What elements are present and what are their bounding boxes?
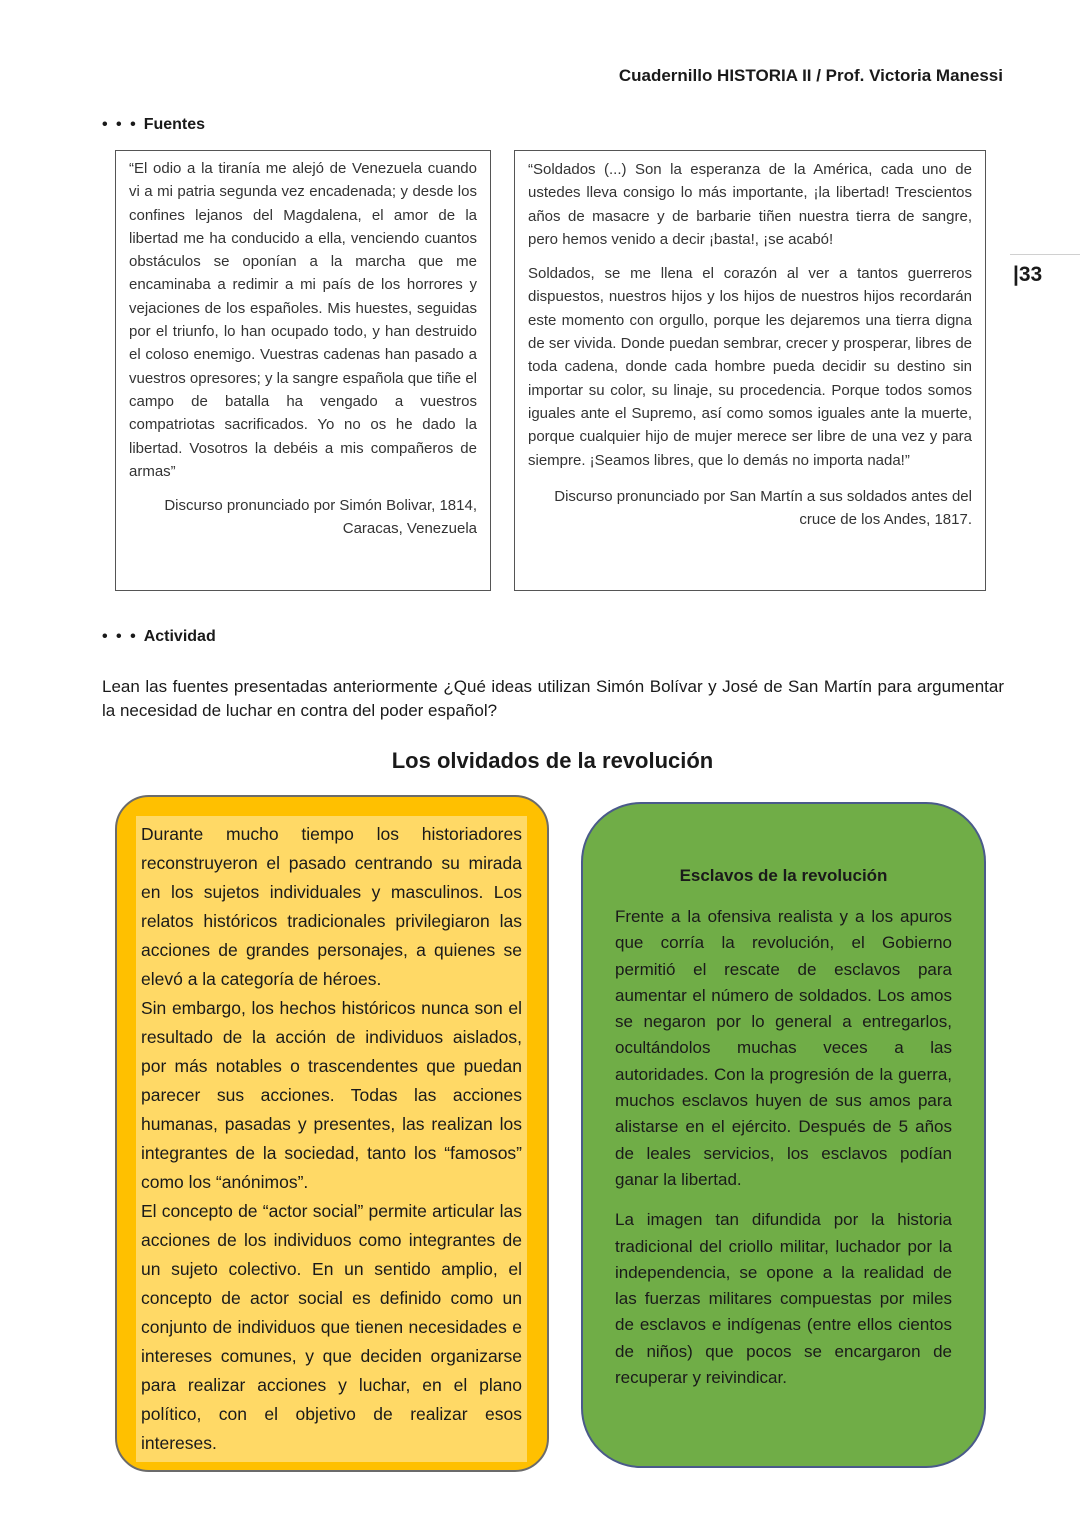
yellow-paragraph-3: El concepto de “actor social” permite articular las acciones de los individuos como integrantes de un sujeto colectivo. En un sentido amplio, el concepto de actor social es definido como un conjunto de individuos que tienen necesidades e intereses comunes, y que deciden organizarse para realizar acciones y luchar, en el plano político, con el objetivo de realizar esos intereses.	[141, 1201, 522, 1453]
source-box-san-martin	[514, 150, 986, 591]
yellow-paragraph-1: Durante mucho tiempo los historiadores reconstruyeron el pasado centrando su mirada en los sujetos individuales y masculinos. Los relatos históricos tradicionales privilegiaron las acciones de grandes personajes, a quienes se elevó a la categoría de héroes.	[141, 824, 522, 989]
green-card-text	[615, 904, 952, 1391]
bullet-dots: • • •	[102, 628, 138, 645]
fuentes-heading	[102, 116, 205, 134]
green-card-title: Esclavos de la revolución	[679, 866, 888, 885]
yellow-paragraph-2: Sin embargo, los hechos históricos nunca son el resultado de la acción de individuos aislados, por más notables o trascendentes que puedan parecer sus acciones. Todas las acciones humanas, pasadas y presentes, las realizan los integrantes de la sociedad, tanto los “famosos” como los “anónimos”.	[141, 998, 522, 1192]
page-number: |33	[1013, 263, 1043, 286]
bolivar-attribution	[129, 494, 477, 541]
activity-question: Lean las fuentes presentadas anteriormente ¿Qué ideas utilizan Simón Bolívar y José de San Martín para argumentar la necesidad de luchar en contra del poder español?	[102, 677, 1004, 720]
san-martin-attribution	[528, 485, 972, 532]
san-martin-quote-p2: Soldados, se me llena el corazón al ver a tantos guerreros dispuestos, nuestros hijos y los hijos de nuestros hijos recordarán este momento con orgullo, porque les dejaremos una tierra digna de ser vivida. Donde puedan sembrar, crecer y prosperar, libres de toda cadena, donde cada hombre pueda decidir su destino sin importar su color, su linaje, su procedencia. Porque todos somos iguales ante el Supremo, así como somos iguales ante la muerte, porque cualquier hijo de mujer merece ser libre de una vez y para siempre. ¡Seamos libres, que lo demás no importa nada!”	[528, 265, 972, 469]
bolivar-attribution-line2: Caracas, Venezuela	[342, 520, 477, 538]
green-paragraph-1: Frente a la ofensiva realista y a los apuros que corría la revolución, el Gobierno permitió el rescate de esclavos para aumentar el número de soldados. Los amos se negaron por lo general a entregarlos, ocultándolos muchas veces a las autoridades. Con la progresión de la guerra, muchos esclavos huyen de sus amos para alistarse en el ejército. Después de 5 años de leales servicios, los esclavos podían ganar la libertad.	[615, 907, 952, 1189]
san-martin-quote-p1: “Soldados (...) Son la esperanza de la América, cada uno de ustedes lleva consigo lo más importante, ¡la libertad! Trescientos años de masacre y de barbarie tiñen nuestra tierra de sangre, pero hemos venido a decir ¡basta!, ¡se acabó!	[528, 161, 972, 248]
bolivar-quote: “El odio a la tiranía me alejó de Venezuela cuando vi a mi patria segunda vez encadenada; y desde los confines lejanos del Magdalena, el amor de la libertad me ha conducido a ella, venciendo cuantos obstáculos se oponían a la marcha que me encaminaba a redimir a mi país de los horrores y vejaciones de los españoles. Mis huestes, seguidas por el triunfo, lo han ocupado todo, y han destruido el coloso enemigo. Vuestras cadenas han pasado a vuestros opresores; y la sangre española que tiñe el campo de batalla ha vengado a vuestros compatriotas sacrificados. Yo no os he dado la libertad. Vosotros la debéis a mis compañeros de armas”	[129, 160, 477, 480]
yellow-card-text	[136, 816, 527, 1462]
section-title: Los olvidados de la revolución	[391, 748, 714, 773]
page-number-rule	[1010, 254, 1080, 255]
green-paragraph-2: La imagen tan difundida por la historia tradicional del criollo militar, luchador por la independencia, se opone a la realidad de las fuerzas militares compuestas por miles de esclavos e indígenas (entre ellos cientos de niños) que pocos se encargaron de recuperar y reivindicar.	[615, 1210, 952, 1388]
actividad-label: Actividad	[143, 628, 216, 645]
bolivar-attribution-line1: Discurso pronunciado por Simón Bolivar, 1814,	[164, 497, 477, 515]
header-title: Cuadernillo HISTORIA II / Prof. Victoria Manessi	[618, 66, 1003, 85]
bullet-dots: • • •	[102, 116, 138, 133]
san-martin-attribution-line2: cruce de los Andes, 1817.	[799, 511, 972, 529]
san-martin-attribution-line1: Discurso pronunciado por San Martín a sus soldados antes del	[554, 487, 972, 505]
fuentes-label: Fuentes	[143, 116, 206, 133]
source-box-bolivar	[115, 150, 491, 591]
actividad-heading	[102, 628, 216, 646]
